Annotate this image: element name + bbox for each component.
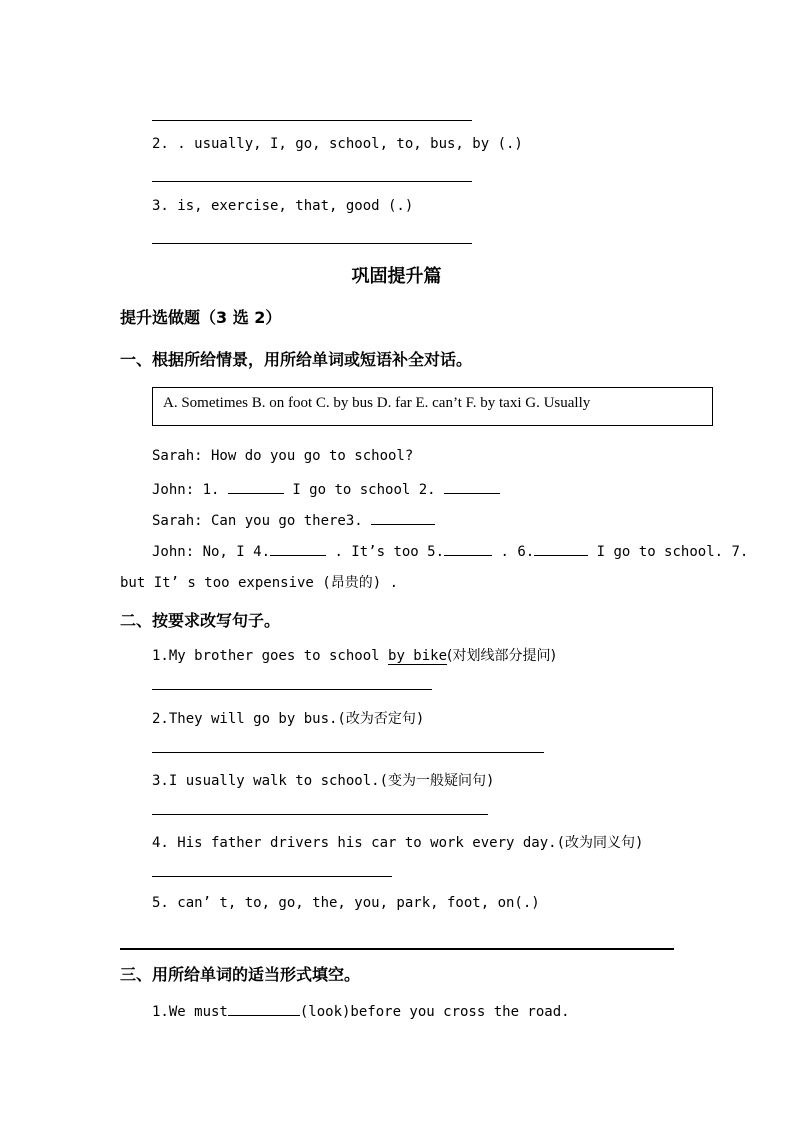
fill-text: (look)before you cross the road. [299, 1004, 570, 1020]
rewrite-item-1 [152, 645, 556, 665]
fill-item-1 [152, 1001, 570, 1020]
answer-line [152, 120, 472, 121]
fill-text: 1.We must [152, 1004, 228, 1020]
dialogue-text: I go to school 2. [292, 482, 436, 498]
answer-line [152, 181, 472, 182]
underlined-phrase: by bike [388, 648, 448, 664]
instruction-note: (对划线部分提问) [447, 648, 556, 664]
section-1-heading: 一、根据所给情景，用所给单词或短语补全对话。 [120, 350, 473, 369]
rewrite-item-3: 3.I usually walk to school.(变为一般疑问句) [152, 773, 495, 789]
subtitle: 提升选做题（3 选 2） [120, 308, 282, 327]
rewrite-text: 1.My brother goes to school [152, 648, 389, 664]
answer-line [152, 752, 544, 753]
dialogue-text: John: 1. [152, 482, 220, 498]
rewrite-item-2: 2.They will go by bus.(改为否定句) [152, 711, 425, 727]
answer-line [152, 689, 432, 690]
answer-line [152, 814, 488, 815]
fill-blank[interactable] [444, 541, 492, 556]
rewrite-item-4: 4. His father drivers his car to work every day.(改为同义句) [152, 835, 644, 851]
fill-blank[interactable] [534, 541, 588, 556]
dialogue-line-1: Sarah: How do you go to school? [152, 448, 414, 464]
dialogue-line-3 [152, 510, 435, 529]
answer-line [120, 948, 674, 950]
fill-blank[interactable] [270, 541, 326, 556]
section-3-heading: 三、用所给单词的适当形式填空。 [120, 965, 361, 984]
options-box [152, 387, 713, 426]
dialogue-text: John: No, I 4. [152, 544, 271, 560]
answer-line [152, 876, 392, 877]
dialogue-line-4 [152, 541, 748, 560]
dialogue-text: Sarah: Can you go there3. [152, 513, 363, 529]
dialogue-text: . It’s too 5. [334, 544, 445, 560]
answer-line [152, 243, 472, 244]
dialogue-text: . 6. [500, 544, 535, 560]
dialogue-line-2 [152, 479, 500, 498]
fill-blank[interactable] [371, 510, 435, 525]
fill-blank[interactable] [228, 479, 284, 494]
dialogue-text: I go to school. 7. [596, 544, 749, 560]
rewrite-item-5: 5. can’ t, to, go, the, you, park, foot, on(.) [152, 895, 540, 911]
question-item-3: 3. is, exercise, that, good (.) [152, 198, 414, 214]
dialogue-line-5: but It’ s too expensive (昂贵的) . [120, 575, 399, 591]
fill-blank[interactable] [444, 479, 500, 494]
section-2-heading: 二、按要求改写句子。 [120, 611, 281, 630]
page-title: 巩固提升篇 [351, 266, 442, 287]
options-text: A. Sometimes B. on foot C. by bus D. far E. can’t F. by taxi G. Usually [163, 395, 591, 411]
fill-blank[interactable] [228, 1001, 300, 1016]
question-item-2: 2. . usually, I, go, school, to, bus, by (.) [152, 136, 523, 152]
